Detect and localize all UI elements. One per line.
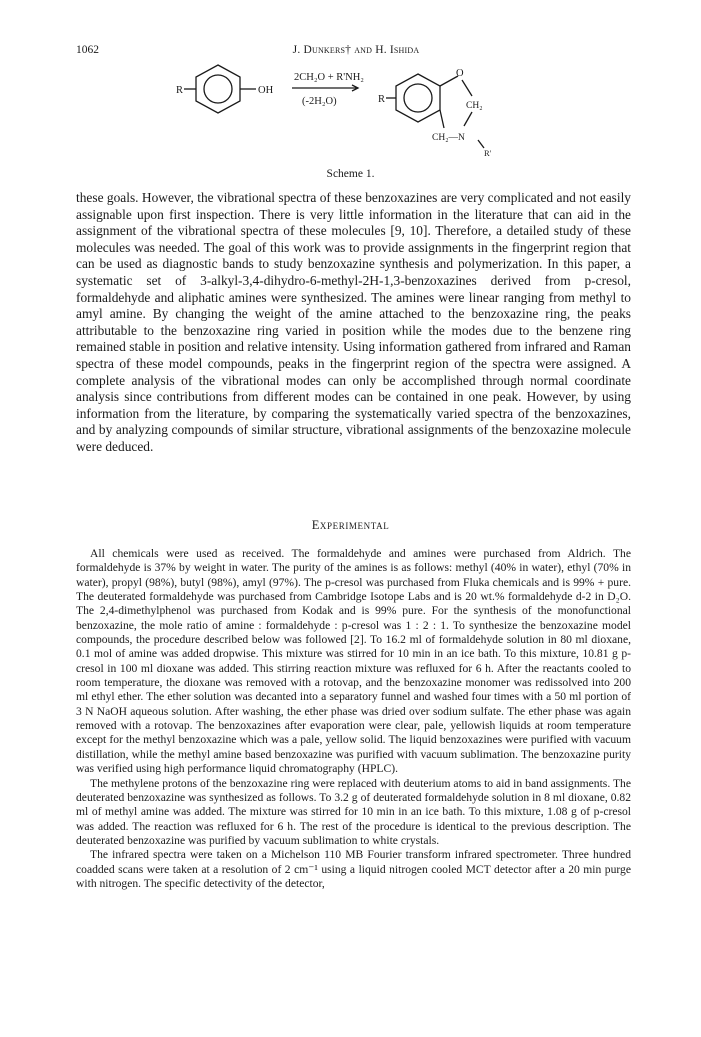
experimental-paragraph-2: The methylene protons of the benzoxazine ring were replaced with deuterium atoms to aid in band assignments. The deuterated benzoxazine was synthesized as follows. To 3.2 g of deuterated formaldehyde solution in 8 ml dioxane, 0.82 ml of methyl amine was added. The mixture was stirred for 10 min in an ice bath. To this mixture, 1.08 g of p-cresol was added. The reaction was refluxed for 6 h. The rest of the procedure is identical to the previous description. The deuterated benzoxazine was purified by vacuum sublimation to white crystals.	[76, 776, 631, 847]
section-heading-experimental: Experimental	[311, 518, 390, 532]
reactant-oh-label: OH	[258, 85, 274, 96]
reactant-r-label: R	[176, 85, 184, 96]
product-ch2-n-label: CH₂—N	[432, 133, 465, 143]
page-number: 1062	[76, 44, 99, 56]
product-r-prime-label: R'	[484, 148, 492, 158]
intro-paragraph: these goals. However, the vibrational spectra of these benzoxazines are very complicated and not easily assignable upon first inspection. There is very little information in the literature that can aid in the assignment of the vibrational spectra of these molecules [9, 10]. Therefore, a detailed study of these molecules was needed. The goal of this work was to provide assignments in the fingerprint region that can be used as diagnostic bands to study benzoxazine synthesis and polymerization. In this paper, a systematic set of 3-alkyl-3,4-dihydro-6-methyl-2H-1,3-benzoxazines derived from p-cresol, formaldehyde and aliphatic amines were synthesized. The amines were linear ranging from methyl to amyl amine. By changing the weight of the amine attached to the benzoxazine ring, the peaks attributable to the benzoxazine ring varied in position while the modes due to the benzene ring remained stable in position and relative intensity. Using information gathered from infrared and Raman spectra of these model compounds, peaks in the fingerprint region of the spectra were assigned. A complete analysis of the vibrational modes can only be accomplished through normal coordinate analysis since contributions from different modes can be contained in one peak. However, by using information from the literature, by comparing the systematically varied spectra of the benzoxazines, and by analyzing compounds of similar structure, vibrational assignments of the benzoxazine molecule were deduced.	[76, 190, 631, 454]
experimental-paragraph-3: The infrared spectra were taken on a Michelson 110 MB Fourier transform infrared spectrometer. Three hundred coadded scans were taken at a resolution of 2 cm⁻¹ using a liquid nitrogen cooled MCT detector after a 20 min purge with nitrogen. The specific detectivity of the detector,	[76, 848, 631, 890]
product-ch2-top-label: CH₂	[466, 101, 483, 111]
reaction-scheme-drawing	[140, 60, 560, 170]
product-r-label: R	[378, 94, 386, 105]
running-head: J. Dunkers† and H. Ishida	[292, 44, 420, 56]
reagent-top-label: 2CH₂O + R'NH₂	[294, 72, 364, 83]
reagent-bottom-label: (-2H₂O)	[302, 96, 337, 107]
product-benzene-ring	[396, 74, 440, 122]
scheme-caption: Scheme 1.	[326, 168, 375, 180]
experimental-paragraph-1: All chemicals were used as received. The formaldehyde and amines were purchased from Aldrich. The formaldehyde is 37% by weight in water. The purity of the amines is as follows: methyl (40% in water), ethyl (70% in water), propyl (98%), butyl (98%), amyl (97%). The p-cresol was purchased from Fluka chemicals and is 99% + pure. The deuterated formaldehyde was purchased from Cambridge Isotope Labs and is 20 wt.% formaldehyde d-2 in D₂O. The 2,4-dimethylphenol was purchased from Kodak and is 99% pure. For the synthesis of the monofunctional benzoxazine, the mole ratio of amine : formaldehyde : p-cresol was 1 : 2 : 1. To synthesize the benzoxazine model compounds, the procedure described below was followed [2]. To 16.2 ml of formaldehyde solution in 80 ml dioxane, 0.1 mol of amine was added dropwise. This mixture was stirred for 10 min in an ice bath. To this mixture, 10.81 g p-cresol in 100 ml dioxane was added. This stirring reaction mixture was refluxed for 6 h. After the reactants cooled to room temperature, the dioxane was removed with a rotovap, and the benzoxazine monomer was redissolved into 200 ml ethyl ether. The ether solution was decanted into a separatory funnel and washed four times with a 50 ml portion of 3 N NaOH aqueous solution. After washing, the ether phase was dried over sodium sulfate. The ether phase was again removed with a rotovap. The benzoxazines after evaporation were clear, pale, yellowish liquids at room temperature except for the methyl benzoxazine which was a pale, yellow solid. The liquid benzoxazines were purified with vacuum distillation, while the methyl amine based benzoxazine was purified with vacuum sublimation. The benzoxazine purity was verified using high performance liquid chromatography (HPLC).	[76, 547, 631, 776]
page-header	[76, 44, 636, 60]
intro-text	[76, 190, 631, 456]
product-o-label: O	[456, 68, 464, 79]
experimental-section	[76, 547, 631, 891]
reactant-benzene-ring	[196, 65, 240, 113]
